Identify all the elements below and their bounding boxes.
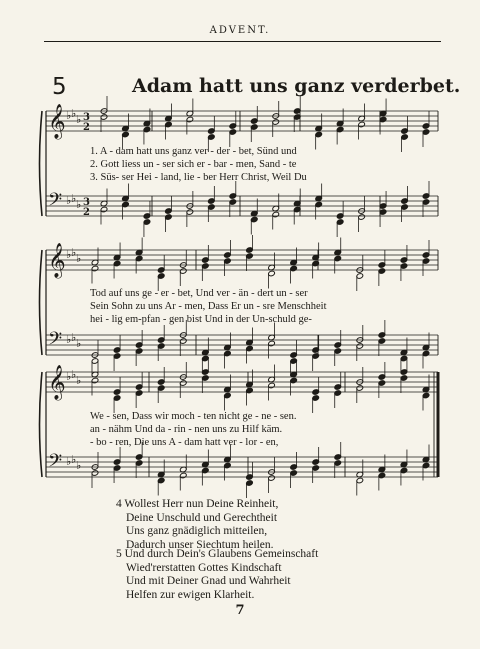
lyric-line: 1. A - dam hatt uns ganz ver - der - bet, Sünd und (90, 146, 297, 157)
stanza-line: 4 Wollest Herr nun Deine Reinheit, (116, 498, 279, 510)
stanza-line: Und mit Deiner Gnad und Wahrheit (126, 575, 291, 587)
flat-sign-icon: ♭ (66, 194, 72, 207)
treble-clef-icon: 𝄞 (48, 243, 66, 278)
flat-sign-icon: ♭ (71, 368, 77, 381)
stanza-line: Wied'rerstatten Gottes Kindschaft (126, 561, 282, 574)
lyric-line: hei - lig em-pfan - gen bist Und in der Un-schuld ge- (90, 314, 312, 325)
time-signature-icon: 3 (83, 197, 90, 208)
stanza-line: Dadurch unser Siechtum heilen. (126, 538, 274, 551)
flat-sign-icon: ♭ (71, 246, 77, 259)
lyric-line: 3. Süs- ser Hei - land, lie - ber Herr Christ, Weil Du (90, 172, 307, 183)
system-brace-icon (40, 111, 43, 216)
time-signature-icon: 3 (83, 112, 90, 123)
system-brace-icon (40, 372, 43, 477)
page-number: 7 (235, 603, 245, 618)
stanza-line: Uns ganz gnädiglich mitteilen, (126, 525, 268, 537)
system-brace-icon (40, 250, 43, 355)
flat-sign-icon: ♭ (76, 374, 82, 387)
flat-sign-icon: ♭ (71, 331, 77, 344)
stanza-line: Helfen zur ewigen Klarheit. (126, 588, 255, 601)
flat-sign-icon: ♭ (76, 459, 82, 472)
lyric-line: Sein Sohn zu uns Ar - men, Dass Er un - sre Menschheit (90, 301, 327, 312)
flat-sign-icon: ♭ (76, 337, 82, 350)
lyric-line: 2. Gott liess un - ser sich er - bar - men, Sand - te (90, 159, 297, 170)
flat-sign-icon: ♭ (66, 333, 72, 346)
treble-clef-icon: 𝄞 (48, 365, 66, 400)
flat-sign-icon: ♭ (71, 453, 77, 466)
time-signature-icon: 2 (83, 122, 90, 133)
flat-sign-icon: ♭ (76, 113, 82, 126)
flat-sign-icon: ♭ (76, 198, 82, 211)
bass-clef-icon: 𝄢 (48, 329, 63, 354)
bass-clef-icon: 𝄢 (48, 190, 63, 215)
lyric-line: We - sen, Dass wir moch - ten nicht ge - ne - sen. (90, 411, 297, 422)
flat-sign-icon: ♭ (66, 455, 72, 468)
stanza-5 (116, 548, 318, 602)
stanza-line: 5 Und durch Dein's Glaubens Gemeinschaft (116, 548, 319, 560)
lyric-line: - bo - ren, Die uns A - dam hatt ver - lor - en, (90, 437, 279, 448)
hymn-title: Adam hatt uns ganz verderbet. (132, 75, 461, 97)
lyric-line: an - nähm Und da - rin - nen uns zu Hilf käm. (90, 424, 283, 435)
flat-sign-icon: ♭ (66, 248, 72, 261)
time-signature-icon: 2 (83, 207, 90, 218)
flat-sign-icon: ♭ (71, 107, 77, 120)
bass-clef-icon: 𝄢 (48, 451, 63, 476)
lyric-line: Tod auf uns ge - er - bet, Und ver - än - dert un - ser (90, 288, 308, 299)
stanza-4 (116, 498, 278, 552)
stanza-line: Deine Unschuld und Gerechtheit (126, 511, 278, 524)
section-header: ADVENT. (209, 25, 271, 36)
flat-sign-icon: ♭ (66, 370, 72, 383)
flat-sign-icon: ♭ (66, 109, 72, 122)
treble-clef-icon: 𝄞 (48, 104, 66, 139)
hymn-number: 5 (52, 74, 67, 100)
flat-sign-icon: ♭ (71, 192, 77, 205)
flat-sign-icon: ♭ (76, 252, 82, 265)
